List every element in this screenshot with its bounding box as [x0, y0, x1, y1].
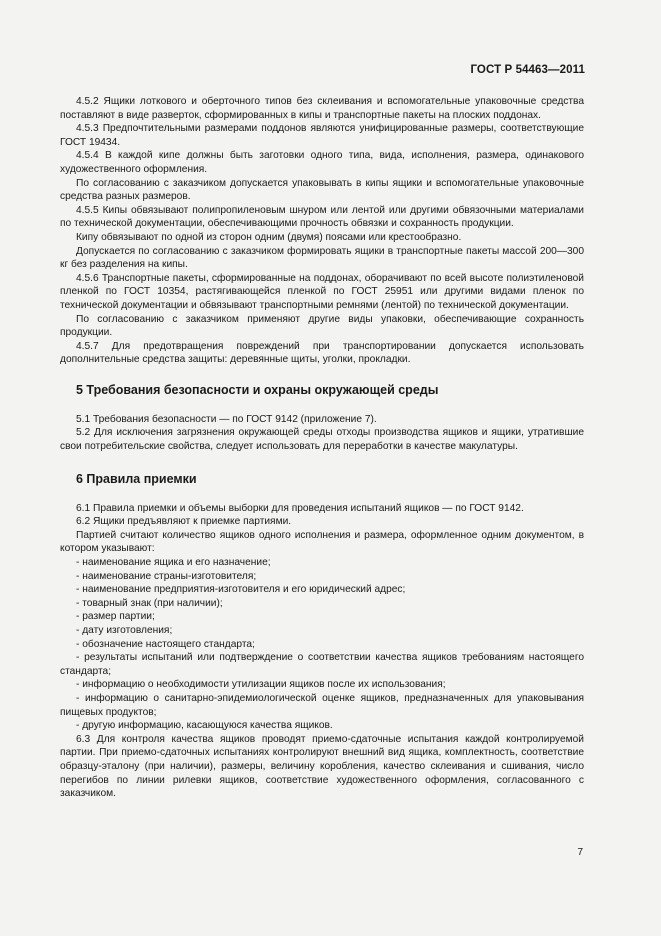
list-item: - размер партии; [76, 611, 155, 623]
list-item: - товарный знак (при наличии); [76, 597, 223, 609]
paragraph-5-1: 5.1 Требования безопасности — по ГОСТ 9142 (приложение 7). [76, 413, 377, 425]
document-id: ГОСТ Р 54463—2011 [470, 64, 585, 76]
paragraph: По согласованию с заказчиком допускается упаковывать в кипы ящики и вспомогательные упаковочные средства разных размеров. [60, 177, 584, 203]
paragraph: По согласованию с заказчиком применяют другие виды упаковки, обеспечивающие сохранность продукции. [60, 313, 584, 339]
page-number: 7 [577, 847, 583, 858]
paragraph-6-3: 6.3 Для контроля качества ящиков проводят приемо-сдаточные испытания каждой контролируемой партии. При приемо-сдаточных испытаниях контролируют внешний вид ящика, комплектность, соответствие образцу-эталону (при наличии), размеры, величину коробления, качество склеивания и сшивания, число перегибов по линии рилевки ящиков, соответствие художественного оформления, согласованного с заказчиком. [60, 733, 584, 800]
list-item: - информацию о санитарно-эпидемиологической оценке ящиков, предназначенных для упаковывания пищевых продуктов; [60, 692, 584, 718]
paragraph-4-5-2: 4.5.2 Ящики лоткового и оберточного типов без склеивания и вспомогательные упаковочные средства поставляют в виде разверток, сформированных в кипы и транспортные пакеты на плоских поддонах. [60, 96, 584, 121]
paragraph-4-5-7: 4.5.7 Для предотвращения повреждений при транспортировании допускается использовать дополнительные средства защиты: деревянные щиты, уголки, прокладки. [60, 340, 584, 366]
list-item: - наименование предприятия-изготовителя и его юридический адрес; [76, 584, 406, 596]
paragraph: Партией считают количество ящиков одного исполнения и размера, оформленное одним документом, в котором указывают: [60, 529, 584, 555]
list-item: - обозначение настоящего стандарта; [76, 638, 255, 650]
list-item: - наименование ящика и его назначение; [76, 557, 271, 569]
list-item: - другую информацию, касающуюся качества ящиков. [76, 720, 333, 732]
paragraph-4-5-3: 4.5.3 Предпочтительными размерами поддонов являются унифицированные размеры, соответствующие ГОСТ 19434. [60, 123, 584, 148]
list-item: - информацию о необходимости утилизации ящиков после их использования; [76, 679, 446, 691]
paragraph: Допускается по согласованию с заказчиком формировать ящики в транспортные пакеты массой 200—300 кг без разделения на кипы. [60, 245, 584, 271]
paragraph-6-2: 6.2 Ящики предъявляют к приемке партиями. [76, 516, 292, 528]
paragraph-4-5-6: 4.5.6 Транспортные пакеты, сформированные на поддонах, оборачивают по всей высоте полиэтиленовой пленкой по ГОСТ 10354, растягивающейся пленкой по ГОСТ 25951 или другими видами пленок по технической документации и обвязывают транспортными ремнями (лентой) по технической документации. [60, 272, 584, 311]
list-item: - наименование страны-изготовителя; [76, 570, 257, 582]
paragraph-4-5-5: 4.5.5 Кипы обвязывают полипропиленовым шнуром или лентой или другими обвязочными материалами по технической документации, обеспечивающими прочность обвязки и сохранность продукции. [60, 204, 584, 230]
paragraph-5-2: 5.2 Для исключения загрязнения окружающей среды отходы производства ящиков и ящики, утратившие свои потребительские свойства, следует использовать для переработки в качестве макулатуры. [60, 427, 584, 453]
paragraph-4-5-4: 4.5.4 В каждой кипе должны быть заготовки одного типа, вида, исполнения, размера, одинакового художественного оформления. [60, 150, 584, 175]
paragraph-6-1: 6.1 Правила приемки и объемы выборки для проведения испытаний ящиков — по ГОСТ 9142. [76, 502, 524, 514]
section-5-heading: 5 Требования безопасности и охраны окружающей среды [76, 382, 439, 397]
section-6-heading: 6 Правила приемки [76, 471, 197, 486]
document-body [60, 95, 584, 801]
list-item: - дату изготовления; [76, 625, 173, 636]
list-item: - результаты испытаний или подтверждение о соответствии качества ящиков требованиям настоящего стандарта; [60, 652, 584, 677]
document-info-list [60, 556, 584, 733]
paragraph: Кипу обвязывают по одной из сторон одним (двумя) поясами или крестообразно. [76, 231, 462, 243]
